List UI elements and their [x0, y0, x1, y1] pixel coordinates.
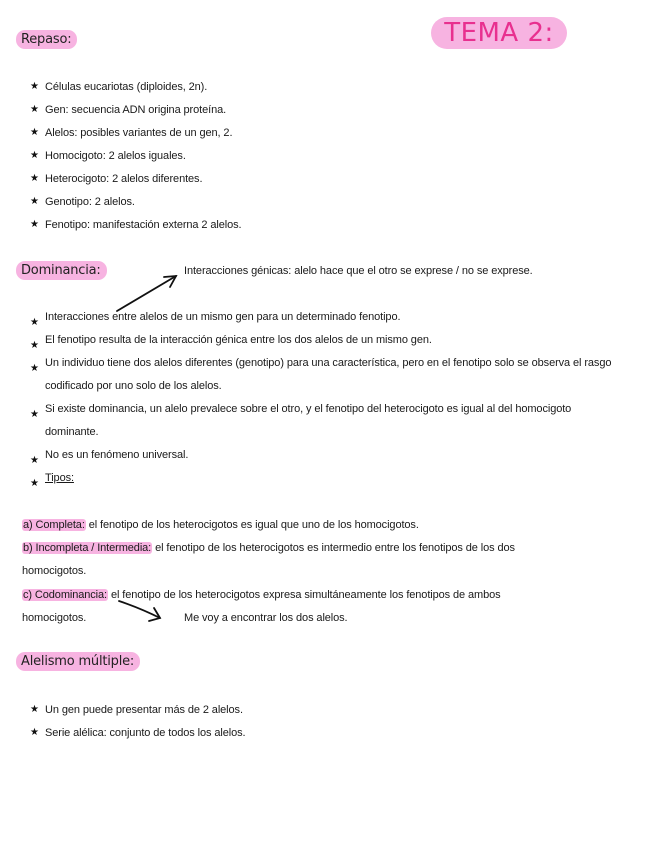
list-item: ★ Homocigoto: 2 alelos iguales. — [30, 150, 186, 162]
tipo-incompleta-cont: homocigotos. — [22, 565, 87, 577]
star-bullet-icon: ★ — [30, 150, 39, 161]
star-bullet-icon: ★ — [30, 104, 39, 115]
star-bullet-icon: ★ — [30, 317, 39, 328]
list-item: ★ Genotipo: 2 alelos. — [30, 196, 135, 208]
list-item: ★ Tipos: — [30, 467, 620, 490]
star-bullet-icon: ★ — [30, 219, 39, 230]
list-item: ★ No es un fenómeno universal. — [30, 444, 620, 467]
list-item: ★ Serie alélica: conjunto de todos los alelos. — [30, 727, 246, 739]
list-item: ★ Alelos: posibles variantes de un gen, 2. — [30, 127, 233, 139]
star-bullet-icon: ★ — [30, 81, 39, 92]
section-heading-dominancia: Dominancia: — [16, 261, 107, 280]
interacciones-note: Interacciones génicas: alelo hace que el otro se exprese / no se exprese. — [184, 265, 533, 277]
star-bullet-icon: ★ — [30, 363, 39, 374]
star-bullet-icon: ★ — [30, 478, 39, 489]
star-bullet-icon: ★ — [30, 340, 39, 351]
star-bullet-icon: ★ — [30, 455, 39, 466]
tipo-label: a) Completa: — [23, 519, 85, 531]
star-bullet-icon: ★ — [30, 127, 39, 138]
tipo-codominancia: c) Codominancia: el fenotipo de los heterocigotos expresa simultáneamente los fenotipos de ambos — [23, 589, 501, 601]
star-bullet-icon: ★ — [30, 409, 39, 420]
page-title: TEMA 2: — [431, 17, 567, 49]
list-item: ★ Si existe dominancia, un alelo prevalece sobre el otro, y el fenotipo del heterocigoto es igual al del homocigoto dominante. — [30, 403, 572, 438]
list-item: ★ Interacciones entre alelos de un mismo gen para un determinado fenotipo. — [30, 306, 620, 329]
arrow-up-icon — [117, 276, 176, 311]
tipo-completa: a) Completa: el fenotipo de los heterocigotos es igual que uno de los homocigotos. — [23, 519, 419, 531]
tipo-incompleta: b) Incompleta / Intermedia: el fenotipo de los heterocigotos es intermedio entre los fenotipos de los dos — [23, 542, 515, 554]
tipo-codominancia-cont: homocigotos. — [22, 612, 87, 624]
list-item: ★ Un individuo tiene dos alelos diferentes (genotipo) para una característica, pero en el fenotipo solo se observa el rasgo codificado por uno solo de los alelos. — [30, 357, 612, 392]
list-item: ★ Fenotipo: manifestación externa 2 alelos. — [30, 219, 242, 231]
star-bullet-icon: ★ — [30, 704, 39, 715]
codominancia-note: Me voy a encontrar los dos alelos. — [184, 612, 348, 624]
section-heading-repaso: Repaso: — [16, 30, 77, 49]
star-bullet-icon: ★ — [30, 727, 39, 738]
list-item: ★ El fenotipo resulta de la interacción génica entre los dos alelos de un mismo gen. — [30, 329, 620, 352]
tipo-label: c) Codominancia: — [23, 589, 107, 601]
list-item: ★ Células eucariotas (diploides, 2n). — [30, 81, 208, 93]
list-item: ★ Un gen puede presentar más de 2 alelos. — [30, 704, 243, 716]
star-bullet-icon: ★ — [30, 173, 39, 184]
list-item: ★ Heterocigoto: 2 alelos diferentes. — [30, 173, 203, 185]
section-heading-alelismo: Alelismo múltiple: — [16, 652, 140, 671]
star-bullet-icon: ★ — [30, 196, 39, 207]
list-item: ★ Gen: secuencia ADN origina proteína. — [30, 104, 227, 116]
arrow-right-icon — [119, 601, 160, 621]
tipo-label: b) Incompleta / Intermedia: — [23, 542, 152, 554]
